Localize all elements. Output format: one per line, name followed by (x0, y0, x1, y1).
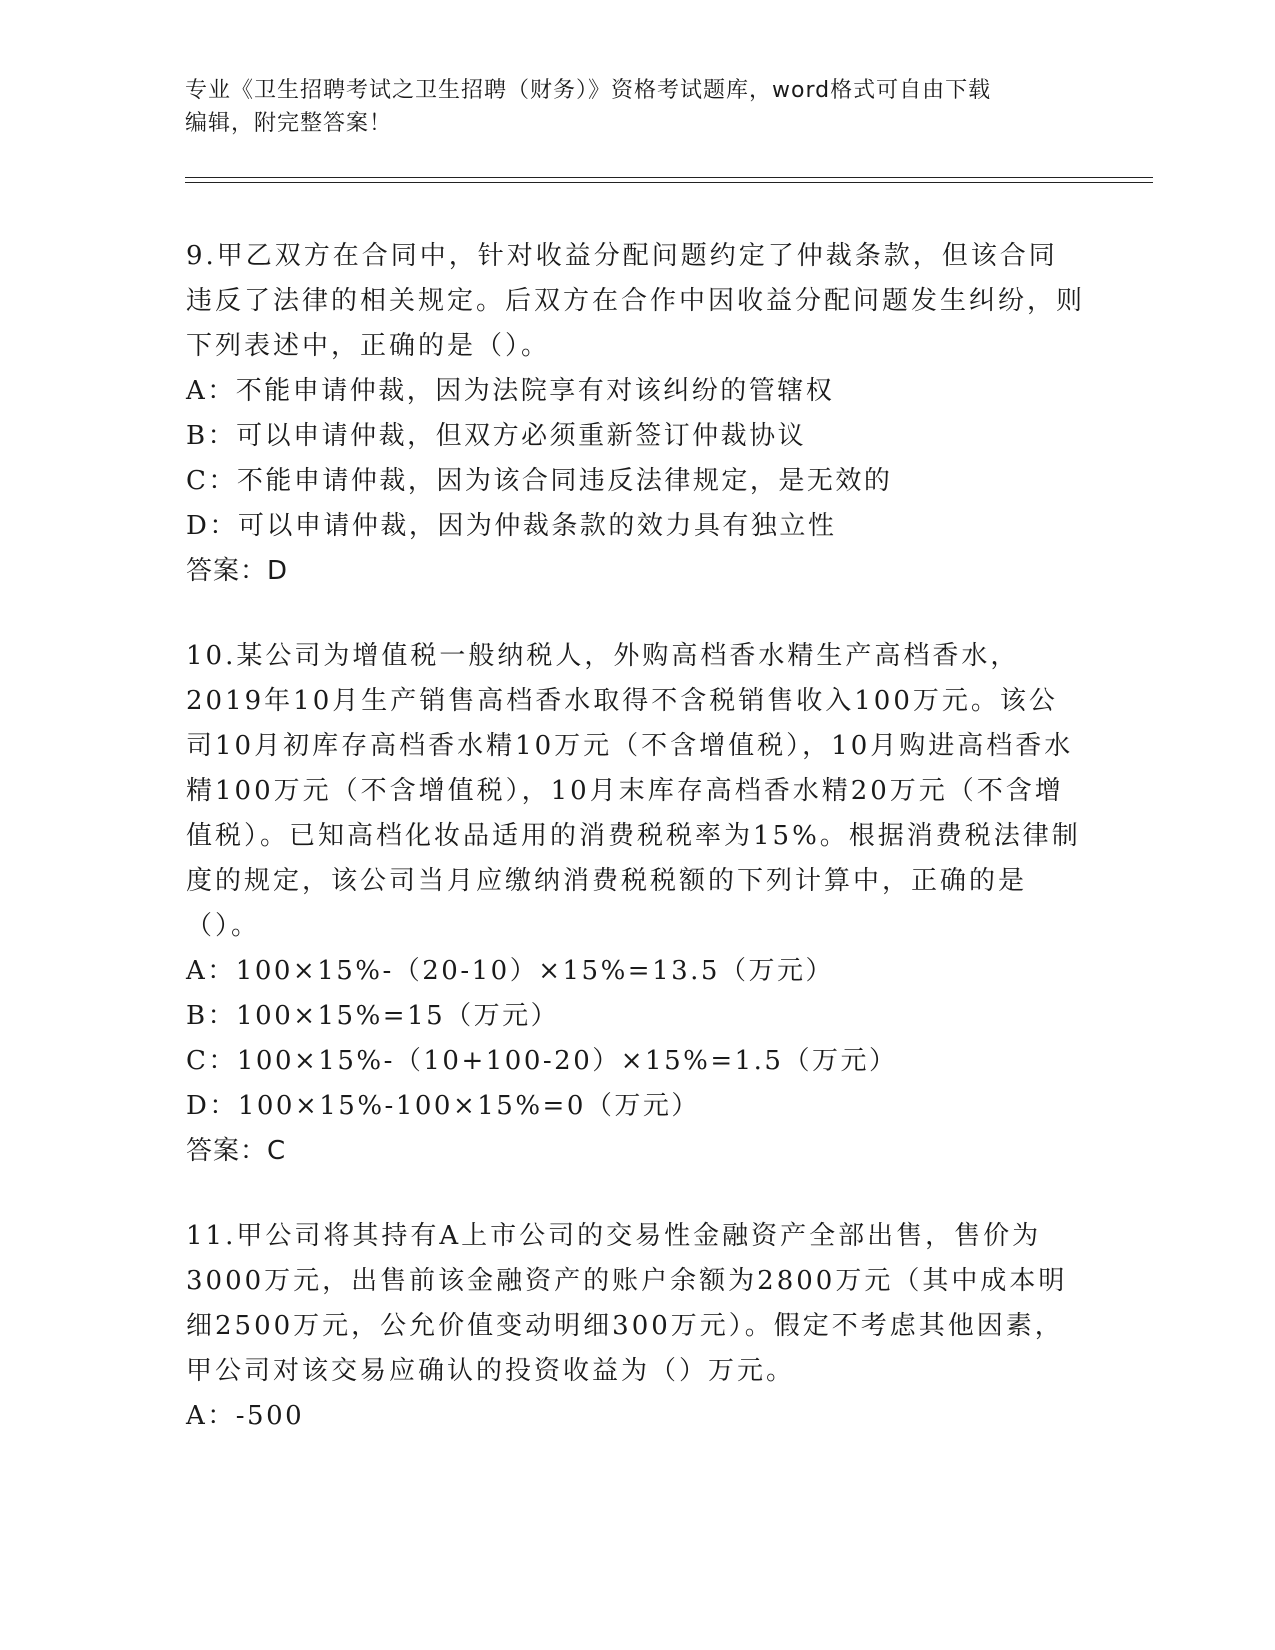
option-c: C：100×15%-（10+100-20）×15%=1.5（万元） (186, 1046, 898, 1076)
option-b: B：可以申请仲裁，但双方必须重新签订仲裁协议 (186, 421, 807, 451)
option-b: B：100×15%=15（万元） (186, 1001, 560, 1031)
option-a: A：不能申请仲裁，因为法院享有对该纠纷的管辖权 (186, 376, 835, 406)
question-text: 10.某公司为增值税一般纳税人，外购高档香水精生产高档香水，2019年10月生产销售高档香水取得不含税销售收入100万元。该公司10月初库存高档香水精10万元（不含增值税），10月购进高档香水精100万元（不含增值税），10月末库存高档香水精20万元（不含增值税）。已知高档化妆品适用的消费税税率为15%。根据消费税法律制度的规定，该公司当月应缴纳消费税税额的下列计算中，正确的是（）。 (186, 641, 1081, 941)
option-a: A：100×15%-（20-10）×15%=13.5（万元） (186, 956, 834, 986)
answer-label: 答案：D (186, 556, 289, 586)
option-a: A：-500 (186, 1401, 305, 1431)
option-d: D：可以申请仲裁，因为仲裁条款的效力具有独立性 (186, 511, 837, 541)
header-divider-bottom (185, 182, 1153, 183)
question-10 (186, 634, 1086, 1174)
answer-label: 答案：C (186, 1136, 287, 1166)
header-line-1: 专业《卫生招聘考试之卫生招聘（财务）》资格考试题库，word格式可自由下载 (185, 78, 992, 103)
question-text: 11.甲公司将其持有A上市公司的交易性金融资产全部出售，售价为3000万元，出售前该金融资产的账户余额为2800万元（其中成本明细2500万元，公允价值变动明细300万元）。假定不考虑其他因素，甲公司对该交易应确认的投资收益为（）万元。 (186, 1221, 1068, 1386)
option-d: D：100×15%-100×15%=0（万元） (186, 1091, 700, 1121)
question-text: 9.甲乙双方在合同中，针对收益分配问题约定了仲裁条款，但该合同违反了法律的相关规定。后双方在合作中因收益分配问题发生纠纷，则下列表述中，正确的是（）。 (186, 241, 1086, 361)
header-divider-top (185, 177, 1153, 178)
question-9 (186, 234, 1086, 594)
question-11 (186, 1214, 1086, 1439)
document-header (185, 74, 1065, 140)
option-c: C：不能申请仲裁，因为该合同违反法律规定，是无效的 (186, 466, 893, 496)
header-line-2: 编辑，附完整答案！ (185, 111, 393, 136)
question-list (186, 234, 1086, 1479)
